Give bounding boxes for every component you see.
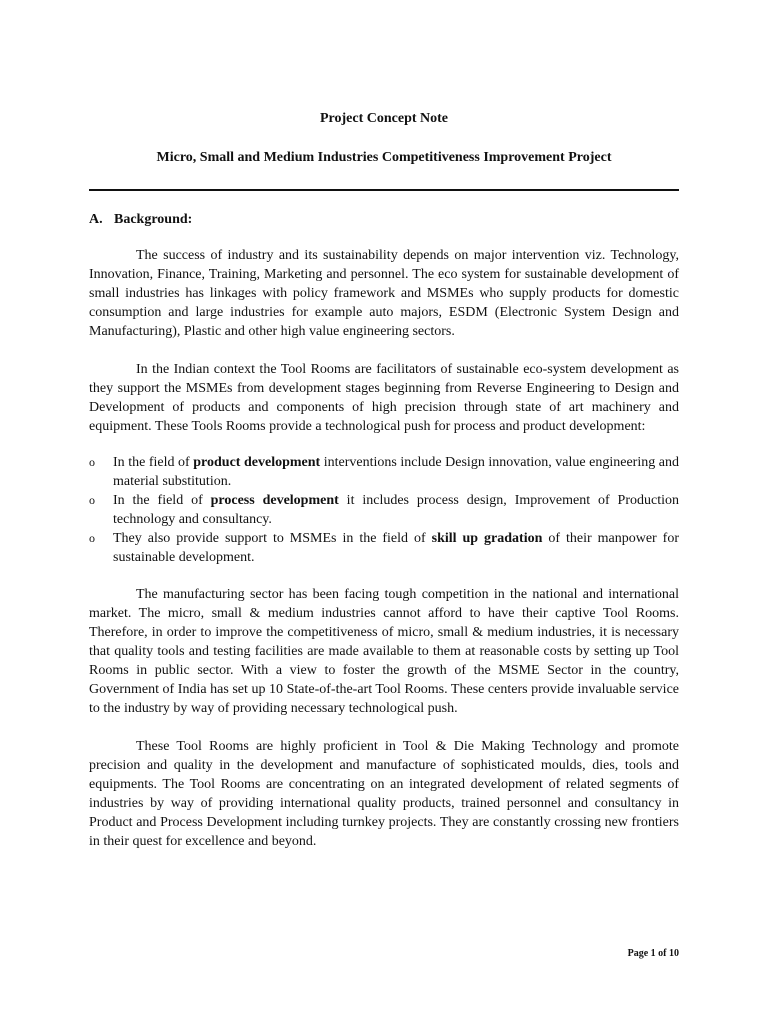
horizontal-divider (89, 189, 679, 191)
bullet-list (89, 453, 679, 567)
paragraph-1: The success of industry and its sustainability depends on major intervention viz. Technology, Innovation, Finance, Training, Marketing and personnel. The eco system for sustainable development of small industries has linkages with policy framework and MSMEs who supply products for domestic consumption and large industries for example auto majors, ESDM (Electronic System Design and Manufacturing), Plastic and other high value engineering sectors. (89, 248, 679, 339)
page-number: Page 1 of 10 (627, 948, 679, 959)
bullet-bold-term: process development (210, 493, 339, 508)
bullet-marker: o (89, 455, 95, 469)
section-heading-text: Background: (114, 212, 193, 227)
bullet-text-after: interventions include Design innovation, value engineering and material substitution. (113, 455, 679, 489)
section-heading (89, 211, 192, 229)
bullet-marker: o (89, 493, 95, 507)
bullet-text-before: In the field of (113, 455, 194, 470)
paragraph-3: The manufacturing sector has been facing tough competition in the national and international market. The micro, small & medium industries cannot afford to have their captive Tool Rooms. Therefore, in order to improve the competitiveness of micro, small & medium industries, it is necessary that quality tools and testing facilities are made available to them at reasonable costs by setting up Tool Rooms in public sector. With a view to foster the growth of the MSME Sector in the country, Government of India has set up 10 State-of-the-art Tool Rooms. These centers provide invaluable service to the industry by way of providing necessary technological push. (89, 587, 679, 716)
bullet-text-after: it includes process design, Improvement of Production technology and consultancy. (113, 493, 679, 527)
document-title: Project Concept Note (319, 111, 449, 126)
bullet-item-process-development (89, 491, 679, 529)
document-subtitle: Micro, Small and Medium Industries Competitiveness Improvement Project (156, 150, 612, 165)
bullet-item-skill-up-gradation (89, 529, 679, 567)
bullet-bold-term: product development (193, 455, 321, 470)
bullet-text-before: They also provide support to MSMEs in the field of (113, 531, 432, 546)
bullet-text-after: of their manpower for sustainable development. (113, 531, 679, 565)
section-letter: A. (89, 212, 103, 227)
bullet-text-before: In the field of (113, 493, 211, 508)
paragraph-4: These Tool Rooms are highly proficient in Tool & Die Making Technology and promote precision and quality in the development and manufacture of sophisticated moulds, dies, tools and equipments. The Tool Rooms are concentrating on an integrated development of related segments of industries by way of providing international quality products, trained personnel and consultancy in Product and Process Development including turnkey projects. They are constantly crossing new frontiers in their quest for excellence and beyond. (89, 739, 679, 849)
bullet-marker: o (89, 531, 95, 545)
bullet-item-product-development (89, 453, 679, 491)
paragraph-2: In the Indian context the Tool Rooms are facilitators of sustainable eco-system development as they support the MSMEs from development stages beginning from Reverse Engineering to Design and Development of products and components of high precision through state of art machinery and equipment. These Tools Rooms provide a technological push for process and product development: (89, 362, 679, 434)
bullet-bold-term: skill up gradation (431, 531, 543, 546)
